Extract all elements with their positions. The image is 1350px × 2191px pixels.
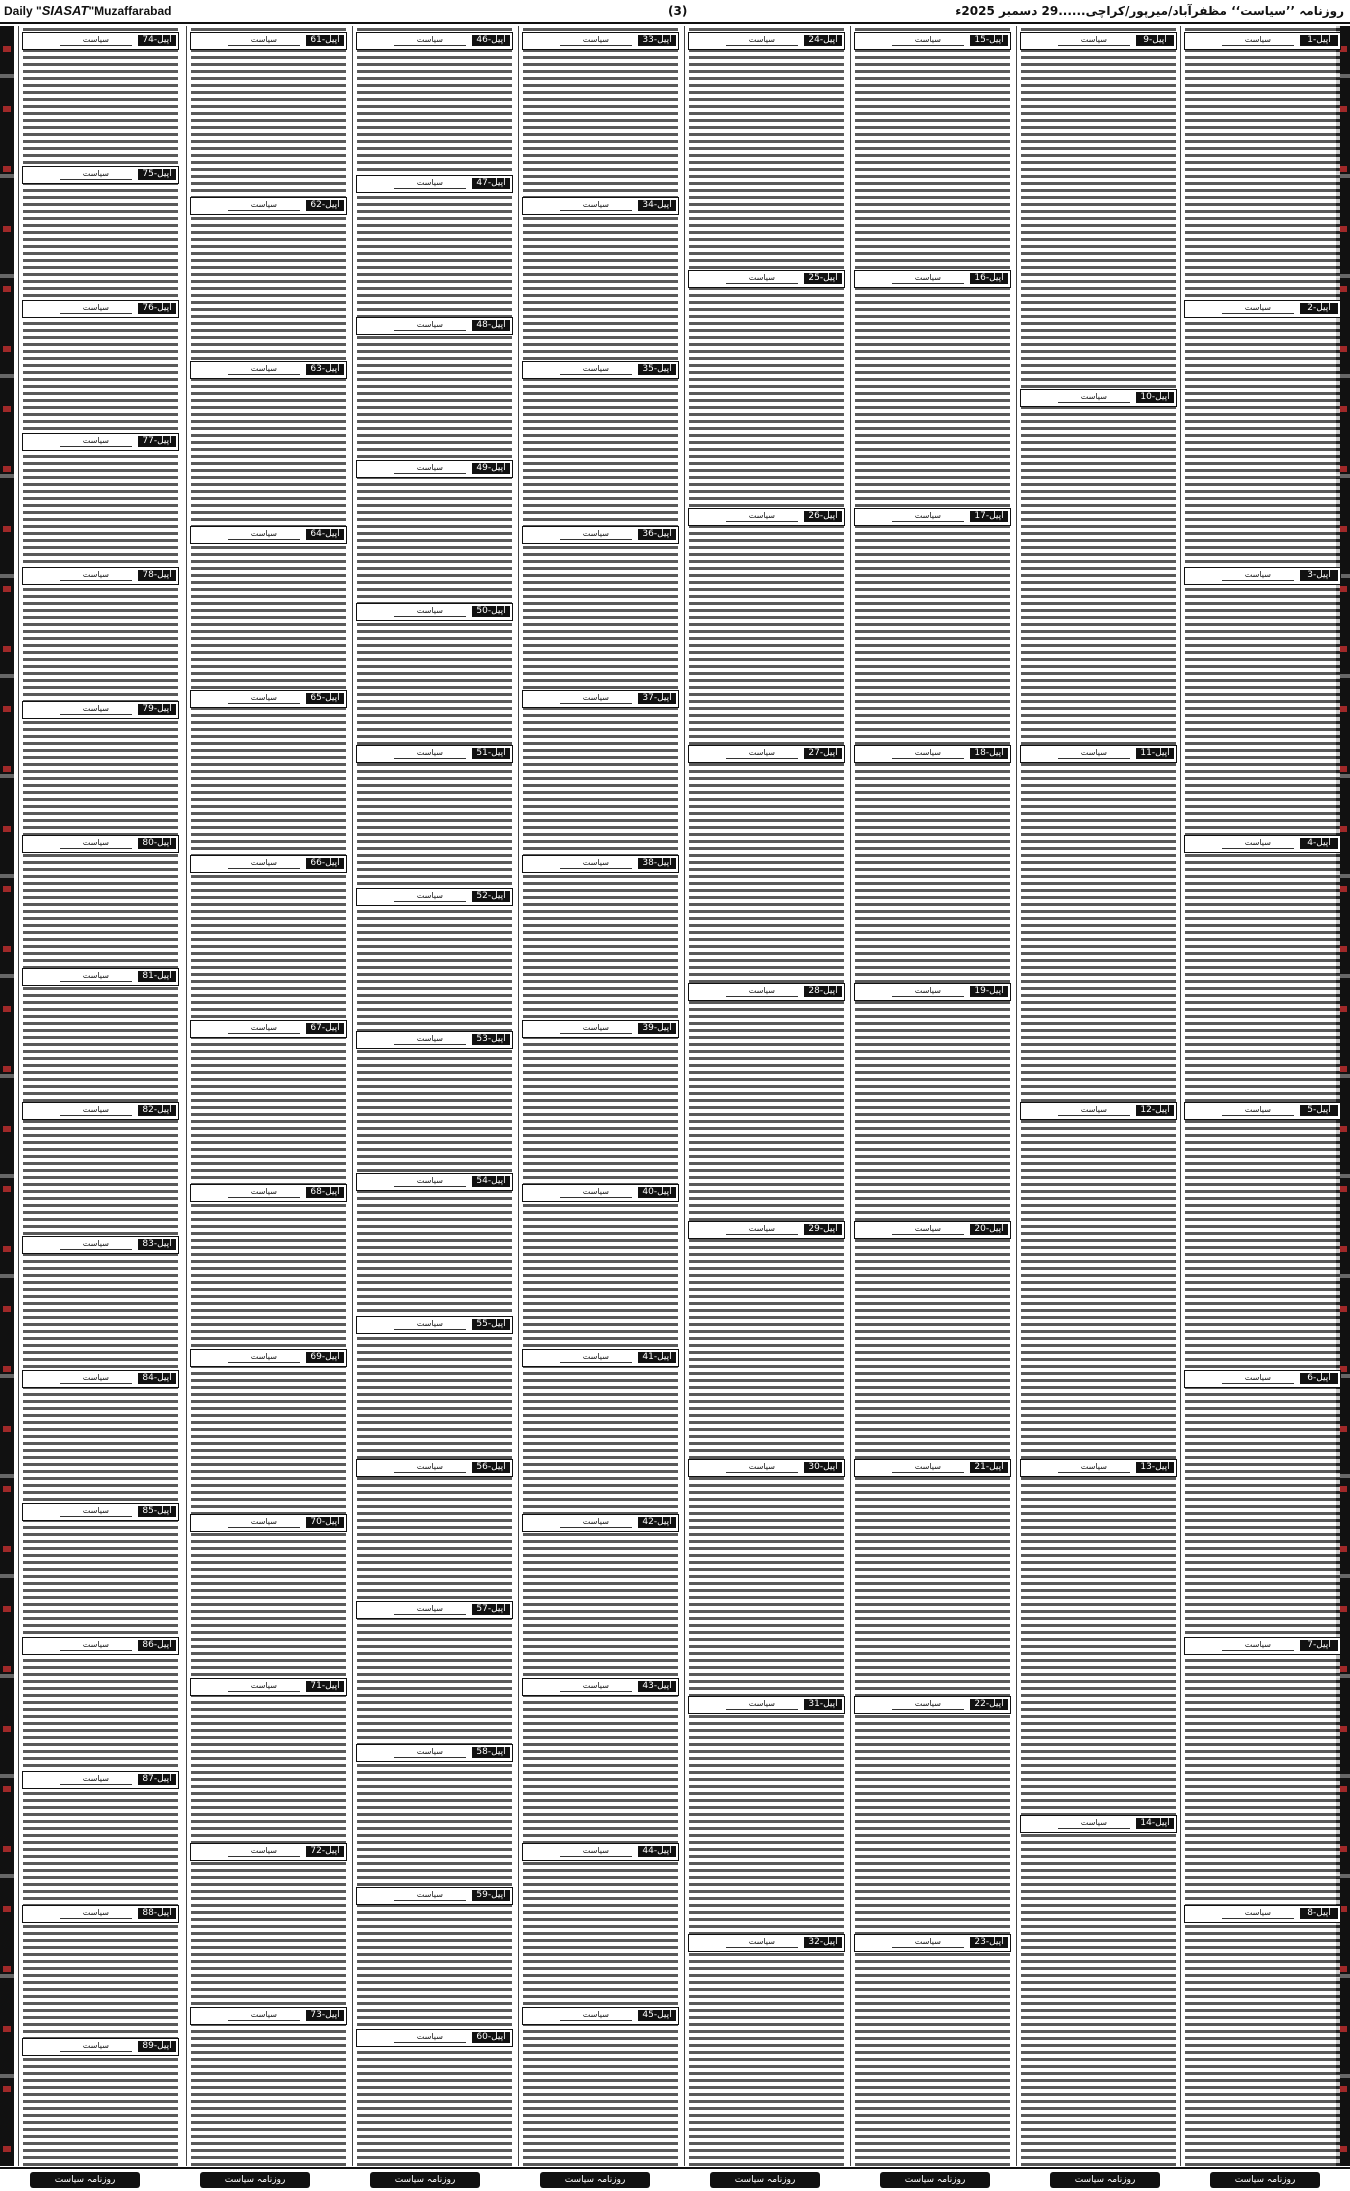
ad-number-badge: اپیل-27 — [804, 748, 842, 759]
footer-logo-tile: روزنامہ سیاست — [200, 2172, 310, 2188]
ad-number-badge: اپیل-30 — [804, 1462, 842, 1473]
ad-number-badge: اپیل-22 — [970, 1699, 1008, 1710]
ad-number-badge: اپیل-31 — [804, 1699, 842, 1710]
ad-number-badge: اپیل-24 — [804, 35, 842, 46]
ad-number-badge: اپیل-51 — [472, 748, 510, 759]
siasat-logo: سیاست — [228, 2011, 299, 2021]
footer-logo-tile: روزنامہ سیاست — [710, 2172, 820, 2188]
classified-ad-header — [522, 1349, 679, 1367]
siasat-logo: سیاست — [228, 1518, 299, 1528]
siasat-logo: سیاست — [394, 321, 465, 331]
page-number: (3) — [668, 4, 688, 18]
ad-number-badge: اپیل-14 — [1136, 1818, 1174, 1829]
classified-ad-header — [1184, 300, 1341, 318]
classified-ad-header — [22, 701, 179, 719]
siasat-logo: سیاست — [60, 1240, 131, 1250]
classified-ad-header — [190, 1843, 347, 1861]
classified-ad-header — [1020, 389, 1177, 407]
ad-number-badge: اپیل-86 — [138, 1640, 176, 1651]
classified-ad-header — [22, 300, 179, 318]
ad-number-badge: اپیل-34 — [638, 200, 676, 211]
siasat-logo: سیاست — [892, 1938, 963, 1948]
siasat-logo: سیاست — [1222, 1106, 1293, 1116]
siasat-logo: سیاست — [60, 170, 131, 180]
siasat-logo: سیاست — [394, 1320, 465, 1330]
ad-number-badge: اپیل-39 — [638, 1023, 676, 1034]
ad-number-badge: اپیل-16 — [970, 273, 1008, 284]
classified-ad-header — [522, 1184, 679, 1202]
ad-number-badge: اپیل-82 — [138, 1105, 176, 1116]
paper-name-prefix: Daily " — [4, 4, 42, 18]
siasat-logo: سیاست — [228, 859, 299, 869]
footer-logo-tile: روزنامہ سیاست — [1050, 2172, 1160, 2188]
ad-number-badge: اپیل-71 — [306, 1681, 344, 1692]
classified-ad-header — [356, 1173, 513, 1191]
siasat-logo: سیاست — [726, 1463, 797, 1473]
classified-ad-header — [1184, 1370, 1341, 1388]
ad-text-lines — [357, 26, 512, 2166]
siasat-logo: سیاست — [1058, 1463, 1129, 1473]
classified-ad-header — [356, 1031, 513, 1049]
classified-ad-header — [190, 1020, 347, 1038]
paper-city: "Muzaffarabad — [88, 4, 172, 18]
siasat-logo: سیاست — [1058, 1819, 1129, 1829]
ad-number-badge: اپیل-73 — [306, 2010, 344, 2021]
siasat-logo: سیاست — [726, 1225, 797, 1235]
classified-ad-header — [1184, 1905, 1341, 1923]
siasat-logo: سیاست — [228, 1188, 299, 1198]
ad-number-badge: اپیل-1 — [1300, 35, 1338, 46]
siasat-logo: سیاست — [892, 1225, 963, 1235]
ad-number-badge: اپیل-76 — [138, 303, 176, 314]
classified-ad-header — [356, 175, 513, 193]
ad-number-badge: اپیل-42 — [638, 1517, 676, 1528]
ad-number-badge: اپیل-50 — [472, 606, 510, 617]
ad-number-badge: اپیل-17 — [970, 511, 1008, 522]
siasat-logo: سیاست — [726, 36, 797, 46]
classified-ad-header — [522, 1020, 679, 1038]
col-1 — [1180, 26, 1344, 2166]
ad-number-badge: اپیل-47 — [472, 178, 510, 189]
classified-ad-header — [688, 508, 845, 526]
ad-text-lines — [1185, 26, 1340, 2166]
siasat-logo: سیاست — [60, 1909, 131, 1919]
classified-ad-header — [22, 1637, 179, 1655]
classified-ad-header — [190, 32, 347, 50]
ad-number-badge: اپیل-56 — [472, 1462, 510, 1473]
classified-ad-header — [190, 1349, 347, 1367]
footer-logo-tile: روزنامہ سیاست — [540, 2172, 650, 2188]
siasat-logo: سیاست — [892, 1463, 963, 1473]
siasat-logo: سیاست — [892, 749, 963, 759]
ad-number-badge: اپیل-28 — [804, 986, 842, 997]
classified-ad-header — [854, 508, 1011, 526]
siasat-logo: سیاست — [228, 1682, 299, 1692]
classified-ad-header — [854, 270, 1011, 288]
ad-number-badge: اپیل-7 — [1300, 1640, 1338, 1651]
classified-ad-header — [522, 526, 679, 544]
ad-number-badge: اپیل-8 — [1300, 1908, 1338, 1919]
ad-number-badge: اپیل-37 — [638, 693, 676, 704]
footer-logo-tile: روزنامہ سیاست — [30, 2172, 140, 2188]
ad-number-badge: اپیل-6 — [1300, 1373, 1338, 1384]
ad-number-badge: اپیل-2 — [1300, 303, 1338, 314]
siasat-logo: سیاست — [60, 839, 131, 849]
classified-ad-header — [522, 855, 679, 873]
siasat-logo: سیاست — [394, 179, 465, 189]
classified-ad-header — [1020, 32, 1177, 50]
ad-number-badge: اپیل-69 — [306, 1352, 344, 1363]
ad-number-badge: اپیل-70 — [306, 1517, 344, 1528]
ad-number-badge: اپیل-49 — [472, 463, 510, 474]
siasat-logo: سیاست — [1058, 1106, 1129, 1116]
classified-ad-header — [356, 1316, 513, 1334]
siasat-logo: سیاست — [1222, 1374, 1293, 1384]
classified-ad-header — [688, 1221, 845, 1239]
ad-number-badge: اپیل-68 — [306, 1187, 344, 1198]
siasat-logo: سیاست — [60, 437, 131, 447]
classified-ad-header — [854, 1696, 1011, 1714]
ad-number-badge: اپیل-38 — [638, 858, 676, 869]
siasat-logo: سیاست — [726, 987, 797, 997]
ad-number-badge: اپیل-81 — [138, 971, 176, 982]
ad-number-badge: اپیل-88 — [138, 1908, 176, 1919]
siasat-logo: سیاست — [560, 36, 631, 46]
ad-text-lines — [689, 26, 844, 2166]
siasat-logo: سیاست — [60, 972, 131, 982]
ad-number-badge: اپیل-46 — [472, 35, 510, 46]
classified-ad-header — [356, 1459, 513, 1477]
siasat-logo: سیاست — [726, 1938, 797, 1948]
ad-number-badge: اپیل-13 — [1136, 1462, 1174, 1473]
classified-ad-header — [22, 1503, 179, 1521]
classified-ad-header — [22, 1102, 179, 1120]
siasat-logo: سیاست — [228, 1847, 299, 1857]
ad-number-badge: اپیل-33 — [638, 35, 676, 46]
classified-ad-header — [22, 835, 179, 853]
siasat-logo: سیاست — [1222, 36, 1293, 46]
ad-number-badge: اپیل-63 — [306, 364, 344, 375]
ad-text-lines — [855, 26, 1010, 2166]
ad-number-badge: اپیل-19 — [970, 986, 1008, 997]
classified-ad-header — [688, 1696, 845, 1714]
classified-ad-header — [1184, 1102, 1341, 1120]
classified-ad-header — [356, 2029, 513, 2047]
classified-ad-header — [522, 32, 679, 50]
siasat-logo: سیاست — [560, 1847, 631, 1857]
dateline: روزنامہ ’’سیاست‘‘ مظفرآباد/میرپور/کراچی......29 دسمبر 2025ء — [955, 4, 1344, 18]
siasat-logo: سیاست — [394, 1463, 465, 1473]
classified-ad-header — [688, 270, 845, 288]
ad-number-badge: اپیل-59 — [472, 1890, 510, 1901]
siasat-logo: سیاست — [726, 749, 797, 759]
classified-ad-header — [190, 1184, 347, 1202]
siasat-logo: سیاست — [60, 1106, 131, 1116]
siasat-logo: سیاست — [1222, 304, 1293, 314]
left-border-strip — [0, 26, 14, 2166]
ad-number-badge: اپیل-84 — [138, 1373, 176, 1384]
siasat-logo: سیاست — [560, 2011, 631, 2021]
siasat-logo: سیاست — [228, 201, 299, 211]
classified-ad-header — [854, 983, 1011, 1001]
classified-ad-header — [688, 745, 845, 763]
ad-text-lines — [23, 26, 178, 2166]
siasat-logo: سیاست — [560, 1024, 631, 1034]
col-3 — [850, 26, 1014, 2166]
classified-ad-header — [1184, 1637, 1341, 1655]
ad-number-badge: اپیل-77 — [138, 436, 176, 447]
classified-ad-header — [854, 32, 1011, 50]
ad-number-badge: اپیل-29 — [804, 1224, 842, 1235]
ad-number-badge: اپیل-62 — [306, 200, 344, 211]
ad-number-badge: اپیل-65 — [306, 693, 344, 704]
siasat-logo: سیاست — [394, 1891, 465, 1901]
ad-number-badge: اپیل-44 — [638, 1846, 676, 1857]
siasat-logo: سیاست — [560, 530, 631, 540]
classified-ad-header — [1184, 835, 1341, 853]
siasat-logo: سیاست — [560, 1518, 631, 1528]
siasat-logo: سیاست — [394, 464, 465, 474]
siasat-logo: سیاست — [892, 987, 963, 997]
classified-ad-header — [190, 361, 347, 379]
ad-number-badge: اپیل-78 — [138, 570, 176, 581]
siasat-logo: سیاست — [560, 365, 631, 375]
ad-number-badge: اپیل-60 — [472, 2032, 510, 2043]
masthead-bar — [0, 0, 1350, 24]
siasat-logo: سیاست — [60, 304, 131, 314]
siasat-logo: سیاست — [394, 36, 465, 46]
ad-number-badge: اپیل-18 — [970, 748, 1008, 759]
footer-logo-tile: روزنامہ سیاست — [1210, 2172, 1320, 2188]
classified-ad-header — [854, 745, 1011, 763]
footer-border — [0, 2167, 1350, 2191]
siasat-logo: سیاست — [394, 892, 465, 902]
ad-number-badge: اپیل-12 — [1136, 1105, 1174, 1116]
classified-ad-header — [356, 1887, 513, 1905]
classified-ad-header — [688, 1459, 845, 1477]
ad-number-badge: اپیل-21 — [970, 1462, 1008, 1473]
ad-number-badge: اپیل-87 — [138, 1774, 176, 1785]
classified-ad-header — [190, 197, 347, 215]
classified-ad-header — [190, 855, 347, 873]
ad-number-badge: اپیل-41 — [638, 1352, 676, 1363]
classified-ad-header — [522, 1678, 679, 1696]
ad-number-badge: اپیل-48 — [472, 320, 510, 331]
siasat-logo: سیاست — [394, 749, 465, 759]
siasat-logo: سیاست — [228, 365, 299, 375]
ad-number-badge: اپیل-54 — [472, 1176, 510, 1187]
siasat-logo: سیاست — [1058, 36, 1129, 46]
siasat-logo: سیاست — [60, 1775, 131, 1785]
siasat-logo: سیاست — [1222, 571, 1293, 581]
ad-text-lines — [1021, 26, 1176, 2166]
ad-number-badge: اپیل-36 — [638, 529, 676, 540]
siasat-logo: سیاست — [726, 1700, 797, 1710]
ad-number-badge: اپیل-83 — [138, 1239, 176, 1250]
siasat-logo: سیاست — [560, 694, 631, 704]
siasat-logo: سیاست — [228, 1024, 299, 1034]
classified-ad-header — [190, 690, 347, 708]
siasat-logo: سیاست — [394, 607, 465, 617]
classified-ad-header — [190, 1514, 347, 1532]
ad-number-badge: اپیل-79 — [138, 704, 176, 715]
siasat-logo: سیاست — [1058, 393, 1129, 403]
siasat-logo: سیاست — [228, 36, 299, 46]
siasat-logo: سیاست — [560, 859, 631, 869]
ad-number-badge: اپیل-74 — [138, 35, 176, 46]
ad-number-badge: اپیل-25 — [804, 273, 842, 284]
classified-ad-header — [688, 32, 845, 50]
siasat-logo: سیاست — [228, 1353, 299, 1363]
siasat-logo: سیاست — [892, 512, 963, 522]
ad-number-badge: اپیل-26 — [804, 511, 842, 522]
classified-ad-header — [854, 1221, 1011, 1239]
ad-number-badge: اپیل-61 — [306, 35, 344, 46]
siasat-logo: سیاست — [394, 2033, 465, 2043]
siasat-logo: سیاست — [892, 1700, 963, 1710]
classified-ad-header — [190, 526, 347, 544]
classified-ad-header — [522, 1514, 679, 1532]
ad-number-badge: اپیل-20 — [970, 1224, 1008, 1235]
ad-number-badge: اپیل-40 — [638, 1187, 676, 1198]
siasat-logo: سیاست — [560, 1353, 631, 1363]
ad-number-badge: اپیل-3 — [1300, 570, 1338, 581]
siasat-logo: سیاست — [1222, 1909, 1293, 1919]
col-7 — [186, 26, 350, 2166]
ad-number-badge: اپیل-5 — [1300, 1105, 1338, 1116]
ad-number-badge: اپیل-80 — [138, 838, 176, 849]
ad-number-badge: اپیل-4 — [1300, 838, 1338, 849]
ad-number-badge: اپیل-67 — [306, 1023, 344, 1034]
ad-number-badge: اپیل-89 — [138, 2041, 176, 2052]
classified-ad-header — [356, 888, 513, 906]
classified-ad-header — [356, 1601, 513, 1619]
siasat-logo: سیاست — [60, 1374, 131, 1384]
classified-ad-header — [22, 567, 179, 585]
ad-number-badge: اپیل-52 — [472, 891, 510, 902]
classified-ad-header — [1020, 745, 1177, 763]
footer-logo-tile: روزنامہ سیاست — [370, 2172, 480, 2188]
classified-ad-header — [190, 2007, 347, 2025]
classified-ad-header — [854, 1459, 1011, 1477]
siasat-logo: سیاست — [892, 274, 963, 284]
siasat-logo: سیاست — [60, 1641, 131, 1651]
classified-ad-header — [522, 197, 679, 215]
ad-number-badge: اپیل-10 — [1136, 392, 1174, 403]
ad-number-badge: اپیل-45 — [638, 2010, 676, 2021]
siasat-logo: سیاست — [394, 1605, 465, 1615]
col-8 — [18, 26, 182, 2166]
classified-ad-header — [854, 1934, 1011, 1952]
ad-number-badge: اپیل-57 — [472, 1604, 510, 1615]
classified-ad-header — [1020, 1102, 1177, 1120]
classified-ad-header — [1184, 32, 1341, 50]
siasat-logo: سیاست — [60, 705, 131, 715]
classified-ad-header — [688, 1934, 845, 1952]
paper-name — [4, 0, 171, 22]
siasat-logo: سیاست — [60, 571, 131, 581]
ad-number-badge: اپیل-72 — [306, 1846, 344, 1857]
classified-ad-header — [356, 32, 513, 50]
siasat-logo: سیاست — [60, 1507, 131, 1517]
classified-ad-header — [22, 1370, 179, 1388]
ad-number-badge: اپیل-53 — [472, 1034, 510, 1045]
col-2 — [1016, 26, 1180, 2166]
classified-ad-header — [22, 32, 179, 50]
ad-number-badge: اپیل-58 — [472, 1747, 510, 1758]
ad-number-badge: اپیل-64 — [306, 529, 344, 540]
footer-logo-tile: روزنامہ سیاست — [880, 2172, 990, 2188]
siasat-logo: سیاست — [60, 36, 131, 46]
siasat-logo: سیاست — [726, 274, 797, 284]
siasat-logo: سیاست — [892, 36, 963, 46]
col-4 — [684, 26, 848, 2166]
classified-ad-header — [522, 1843, 679, 1861]
ad-number-badge: اپیل-11 — [1136, 748, 1174, 759]
ad-number-badge: اپیل-32 — [804, 1937, 842, 1948]
col-5 — [518, 26, 682, 2166]
siasat-logo: سیاست — [228, 694, 299, 704]
siasat-logo: سیاست — [1222, 839, 1293, 849]
siasat-logo: سیاست — [1058, 749, 1129, 759]
classified-ad-header — [522, 2007, 679, 2025]
ad-number-badge: اپیل-9 — [1136, 35, 1174, 46]
classified-ad-header — [1020, 1459, 1177, 1477]
classified-ad-header — [356, 745, 513, 763]
siasat-logo: سیاست — [228, 530, 299, 540]
col-6 — [352, 26, 516, 2166]
classified-ad-header — [22, 2038, 179, 2056]
classified-ad-header — [22, 1771, 179, 1789]
classified-ad-header — [1020, 1815, 1177, 1833]
siasat-logo: سیاست — [726, 512, 797, 522]
siasat-logo: سیاست — [394, 1748, 465, 1758]
classified-ad-header — [356, 1744, 513, 1762]
siasat-logo: سیاست — [1222, 1641, 1293, 1651]
ad-number-badge: اپیل-23 — [970, 1937, 1008, 1948]
classified-ad-header — [688, 983, 845, 1001]
classified-ad-header — [522, 690, 679, 708]
ad-number-badge: اپیل-55 — [472, 1319, 510, 1330]
ad-number-badge: اپیل-75 — [138, 169, 176, 180]
classified-ad-header — [22, 166, 179, 184]
ad-number-badge: اپیل-35 — [638, 364, 676, 375]
classified-ad-header — [22, 968, 179, 986]
ad-number-badge: اپیل-15 — [970, 35, 1008, 46]
classified-ad-header — [190, 1678, 347, 1696]
siasat-logo: سیاست — [560, 1682, 631, 1692]
classified-ad-header — [522, 361, 679, 379]
classified-ad-header — [356, 603, 513, 621]
classified-ad-header — [22, 433, 179, 451]
classified-ad-header — [1184, 567, 1341, 585]
siasat-logo: سیاست — [560, 201, 631, 211]
classified-ad-header — [356, 460, 513, 478]
ad-number-badge: اپیل-85 — [138, 1506, 176, 1517]
classified-ad-header — [22, 1905, 179, 1923]
siasat-logo: سیاست — [560, 1188, 631, 1198]
siasat-logo: سیاست — [394, 1177, 465, 1187]
siasat-logo: سیاست — [60, 2042, 131, 2052]
siasat-logo: سیاست — [394, 1035, 465, 1045]
classified-ad-header — [22, 1236, 179, 1254]
ad-number-badge: اپیل-66 — [306, 858, 344, 869]
classified-ad-header — [356, 317, 513, 335]
ad-number-badge: اپیل-43 — [638, 1681, 676, 1692]
paper-title: SIASAT — [41, 3, 89, 18]
